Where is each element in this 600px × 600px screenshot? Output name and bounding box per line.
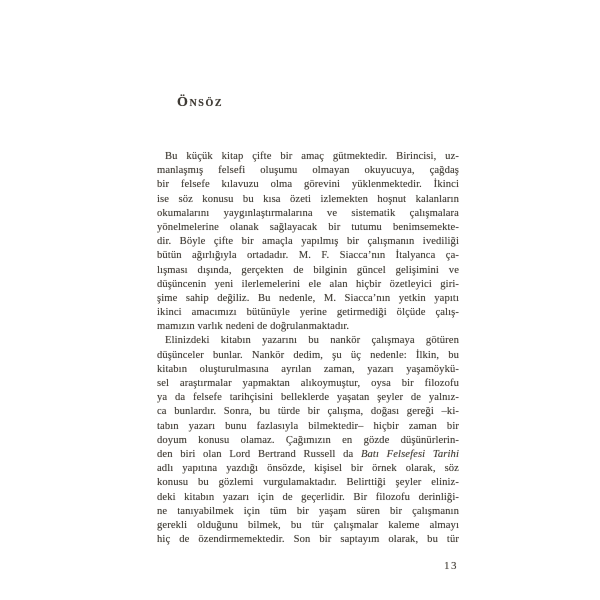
text-segment: kitabın oluşturulmasına ayrılan zaman, yazarı yaşamöykü-: [157, 363, 459, 375]
text-line: [157, 249, 459, 263]
text-line: [157, 491, 459, 505]
text-line: [157, 207, 459, 221]
text-segment: deki kitabın yazarı için de geçerlidir. Bir filozofu derinliği-: [157, 491, 459, 503]
text-segment: mamızın varlık nedeni de doğrulanmaktadır.: [157, 321, 350, 333]
text-line: [157, 405, 459, 419]
text-line: [157, 164, 459, 178]
text-line: [157, 235, 459, 249]
text-line: [157, 221, 459, 235]
text-line: [157, 320, 459, 334]
text-segment: ya da felsefe tarihçisini belleklerde yaşatan şeyler de yalnız-: [157, 392, 459, 404]
text-segment: şime sahip değiliz. Bu nedenle, M. Siacca’nın yetkin yapıtı: [157, 292, 459, 304]
text-segment: ise söz konusu bu kısa özeti izlemekten hoşnut kalanların: [157, 193, 459, 205]
text-segment: düşüncenin yeni ilerlemelerini ele alan hiçbir özetleyici giri-: [157, 278, 459, 290]
text-segment: bütün ağırlığıyla ortadadır. M. F. Siacca’nın İtalyanca ça-: [157, 250, 459, 262]
text-line: [157, 292, 459, 306]
text-segment: konusu bu gözlemi vurgulamaktadır. Belirttiği şeyler eliniz-: [157, 477, 459, 489]
text-segment: hiç de özendirmemektedir. Son bir saptayım olarak, bu tür: [157, 534, 459, 546]
text-line: [157, 519, 459, 533]
text-line: [157, 391, 459, 405]
text-line: [157, 278, 459, 292]
text-line: [157, 150, 459, 164]
text-segment: gerekli olduğunu bilmek, bu tür çalışmalar kaleme almayı: [157, 519, 459, 531]
text-line: [157, 448, 459, 462]
text-segment: manlaşmış felsefi oluşumu olmayan okuyucuya, çağdaş: [157, 165, 459, 177]
text-line: [157, 533, 459, 547]
body-text: [157, 150, 459, 547]
text-segment: ne tanıyabilmek için tüm bir yaşam süren bir çalışmanın: [157, 505, 459, 517]
text-segment: dir. Böyle çifte bir amaçla yapılmış bir çalışmanın ivediliği: [157, 236, 459, 248]
text-line: [157, 505, 459, 519]
text-segment: Elinizdeki kitabın yazarını bu nankör çalışmaya götüren: [165, 335, 459, 347]
text-line: [157, 462, 459, 476]
text-line: [157, 476, 459, 490]
text-segment: ikinci amacımızı bütünüyle yerine getirmediği ölçüde çalış-: [157, 307, 459, 319]
text-line: [157, 363, 459, 377]
text-segment: doyum konusu olamaz. Çağımızın en gözde düşünürlerin-: [157, 434, 459, 446]
text-line: [157, 306, 459, 320]
text-segment: ca bunlardır. Sonra, bu türde bir çalışma, doğası gereği –ki-: [157, 406, 459, 418]
text-line: [157, 193, 459, 207]
text-segment: sel araştırmalar yapmaktan alıkoymuştur, oysa bir filozofu: [157, 378, 459, 389]
text-line: [157, 434, 459, 448]
text-line: [157, 420, 459, 434]
text-segment: lışması dışında, gerçekten de bilginin güncel gelişimini ve: [157, 264, 459, 276]
text-segment: bir felsefe kılavuzu olma görevini yüklenmektedir. İkinci: [157, 179, 459, 191]
text-segment: düşünceler bunlar. Nankör dedim, şu üç nedenle: İlkin, bu: [157, 349, 459, 361]
text-line: [157, 349, 459, 363]
page-title: Önsöz: [177, 95, 224, 110]
page-number: 13: [444, 560, 458, 572]
text-segment: yönelmelerine olanak sağlayacak bir tutumu benimsemekte-: [157, 221, 459, 233]
book-title-italic: Batı Felsefesi Tarihi: [360, 448, 459, 460]
text-line: [157, 178, 459, 192]
text-line: [157, 334, 459, 348]
text-line: [157, 377, 459, 391]
text-segment: tabın yazarı bunu fazlasıyla bilmektedir– hiçbir zaman bir: [157, 420, 459, 432]
text-segment: den biri olan Lord Bertrand Russell da: [157, 448, 361, 460]
text-line: [157, 264, 459, 278]
text-segment: adlı yapıtına yazdığı önsözde, kişisel bir örnek olarak, söz: [157, 463, 459, 475]
text-segment: Bu küçük kitap çifte bir amaç gütmektedir. Birincisi, uz-: [165, 151, 459, 162]
text-segment: okumalarını yaygınlaştırmalarına ve sistematik çalışmalara: [157, 207, 459, 219]
